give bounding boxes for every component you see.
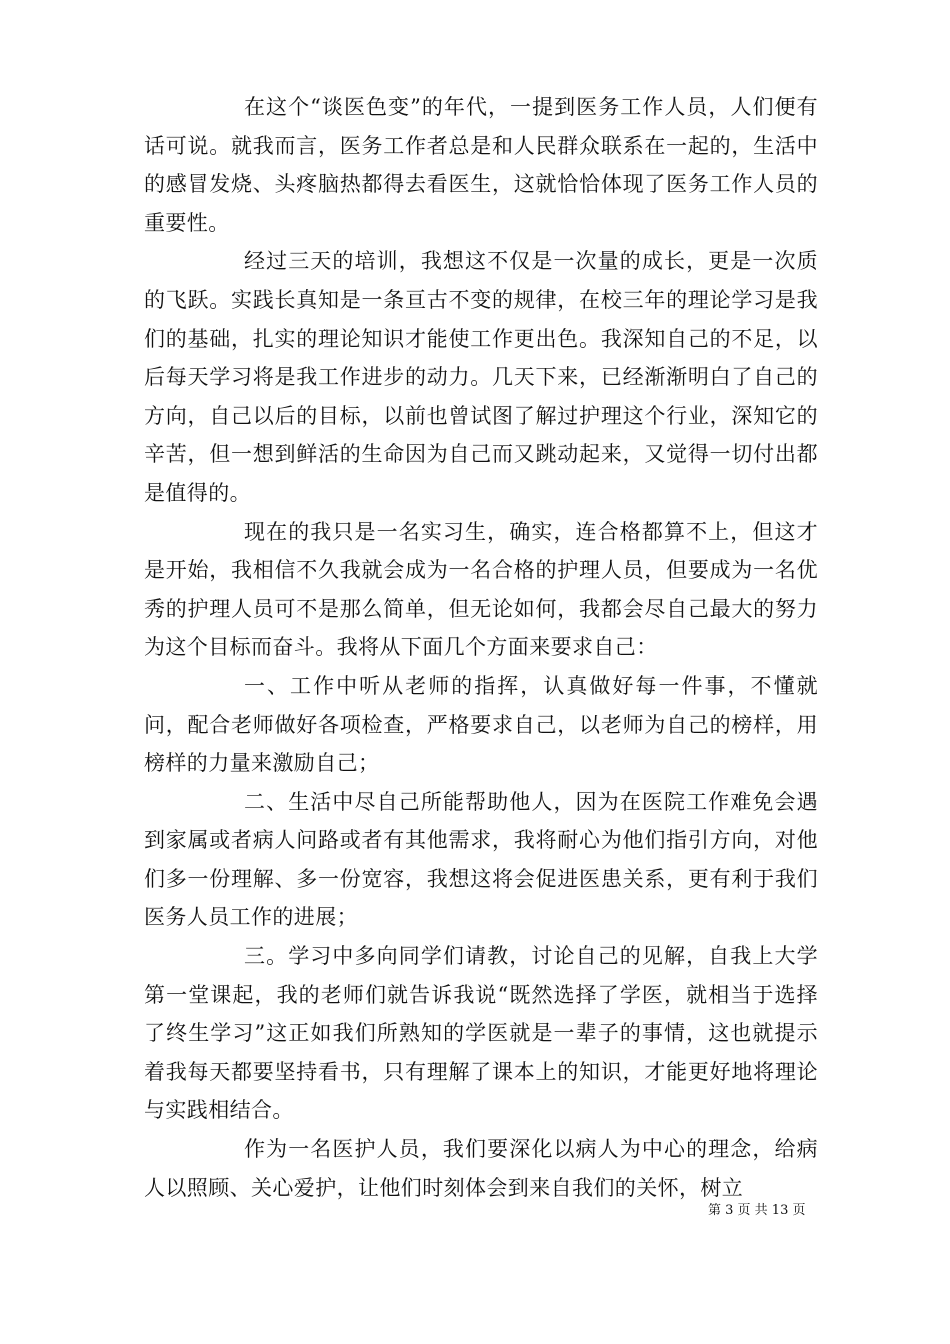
paragraph: 三。学习中多向同学们请教，讨论自己的见解，自我上大学第一堂课起，我的老师们就告诉我说“既然选择了学医，就相当于选择了终生学习”这正如我们所熟知的学医就是一辈子的事情，这也就提示着我每天都要坚持看书，只有理解了课本上的知识，才能更好地将理论与实践相结合。 — [144, 944, 818, 1123]
page-number-footer: 第 3 页 共 13 页 — [708, 1203, 806, 1218]
paragraph: 现在的我只是一名实习生，确实，连合格都算不上，但这才是开始，我相信不久我就会成为一名合格的护理人员，但要成为一名优秀的护理人员可不是那么简单，但无论如何，我都会尽自己最大的努力为这个目标而奋斗。我将从下面几个方面来要求自己： — [144, 519, 818, 660]
paragraph: 二、生活中尽自己所能帮助他人，因为在医院工作难免会遇到家属或者病人问路或者有其他需求，我将耐心为他们指引方向，对他们多一份理解、多一份宽容，我想这将会促进医患关系，更有利于我们医务人员工作的进展； — [144, 789, 818, 930]
paragraph: 一、工作中听从老师的指挥，认真做好每一件事，不懂就问，配合老师做好各项检查，严格要求自己，以老师为自己的榜样，用榜样的力量来激励自己； — [144, 673, 818, 776]
paragraph: 经过三天的培训，我想这不仅是一次量的成长，更是一次质的飞跃。实践长真知是一条亘古不变的规律，在校三年的理论学习是我们的基础，扎实的理论知识才能使工作更出色。我深知自己的不足，以后每天学习将是我工作进步的动力。几天下来，已经渐渐明白了自己的方向，自己以后的目标，以前也曾试图了解过护理这个行业，深知它的辛苦，但一想到鲜活的生命因为自己而又跳动起来，又觉得一切付出都是值得的。 — [144, 249, 818, 505]
body-text — [144, 88, 818, 1207]
paragraph: 作为一名医护人员，我们要深化以病人为中心的理念，给病人以照顾、关心爱护，让他们时刻体会到来自我们的关怀，树立 — [144, 1137, 818, 1200]
paragraph: 在这个“谈医色变”的年代，一提到医务工作人员，人们便有话可说。就我而言，医务工作者总是和人民群众联系在一起的，生活中的感冒发烧、头疼脑热都得去看医生，这就恰恰体现了医务工作人员的重要性。 — [144, 95, 818, 235]
